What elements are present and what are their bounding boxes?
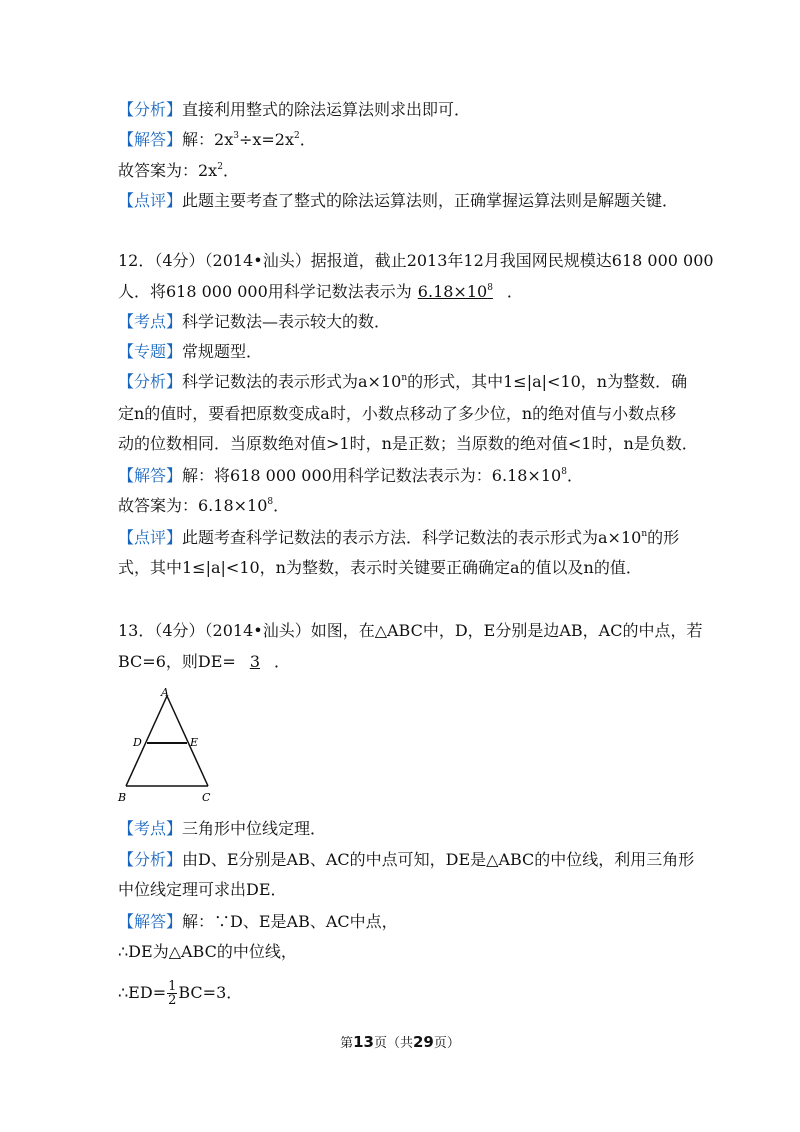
q13-stem-line1: 13．（4分）（2014•汕头）如图，在△ABC中，D，E分别是边AB，AC的中点，若 [118,621,703,640]
q12-stem-line1: 12．（4分）（2014•汕头）据报道，截止2013年12月我国网民规模达618 000 000 [118,251,714,270]
q12-analysis-line1: 【分析】科学记数法的表示形式为$a\times 10^n$的形式，其中1≤|a|<10，n为整数．确 [118,372,688,391]
side-ac [167,696,208,786]
label-e: E [190,736,199,749]
q12-solution: 【解答】解：将618 000 000用科学记数法表示为：$6.18\times 10^8$． [118,466,583,485]
label-d: D [133,736,142,749]
q13-stem-line2: BC=6，则DE= 3 ． [118,652,291,671]
solution-tag: 【解答】 [118,130,183,149]
q12-analysis-line2: 定n的值时，要看把原数变成a时，小数点移动了多少位，n的绝对值与小数点移 [118,404,677,423]
q13-analysis-line2: 中位线定理可求出DE． [118,880,287,899]
q12-answer-blank: $6.18\times 10^8$ [417,282,493,301]
point-tag: 【考点】 [118,312,183,331]
q13-solution-line2: ∴DE为△ABC的中位线， [118,942,297,961]
page-number: 13 [353,1033,374,1051]
q12-analysis-line3: 动的位数相同．当原数绝对值>1时，n是正数；当原数的绝对值<1时，n是负数． [118,434,698,453]
page-footer: 第13页（共29页） [340,1033,460,1051]
total-pages: 29 [413,1033,434,1051]
q13-analysis-line1: 【分析】由D、E分别是AB、AC的中点可知，DE是△ABC的中位线，利用三角形 [118,850,695,869]
solution-tag: 【解答】 [118,912,183,931]
q11-answer: 故答案为：$2x^2$． [118,161,239,180]
analysis-tag: 【分析】 [118,850,183,869]
q11-analysis: 【分析】直接利用整式的除法运算法则求出即可． [118,100,471,119]
analysis-tag: 【分析】 [118,100,183,119]
label-a: A [161,686,169,699]
fraction-one-half: $\frac{1}{2}$ [168,979,177,1008]
q12-final-answer: 故答案为：$6.18\times 10^8$． [118,496,290,515]
q13-point: 【考点】三角形中位线定理． [118,819,327,838]
q12-comment-line1: 【点评】此题考查科学记数法的表示方法．科学记数法的表示形式为$a\times 10^n$的形 [118,528,680,547]
analysis-tag: 【分析】 [118,372,183,391]
triangle-figure [112,686,222,804]
q13-solution-line3: ∴ED= $\frac{1}{2}$ BC=3． [118,979,243,1008]
q11-solution: 【解答】解：$2x^3\div x=2x^2$． [118,130,316,149]
point-tag: 【考点】 [118,819,183,838]
comment-tag: 【点评】 [118,528,183,547]
q12-comment-line2: 式，其中1≤|a|<10，n为整数，表示时关键要正确确定a的值以及n的值． [118,558,642,577]
q13-answer-blank: 3 [249,652,260,671]
q12-point: 【考点】科学记数法—表示较大的数． [118,312,391,331]
topic-tag: 【专题】 [118,342,183,361]
q12-stem-line2: 人．将618 000 000用科学记数法表示为 $6.18\times 10^8$ ． [118,282,523,301]
label-b: B [118,791,127,804]
solution-tag: 【解答】 [118,466,183,485]
q12-topic: 【专题】常规题型． [118,342,263,361]
q13-solution-line1: 【解答】解：∵D、E是AB、AC中点， [118,912,398,931]
comment-tag: 【点评】 [118,191,183,210]
label-c: C [202,791,211,804]
q11-comment: 【点评】此题主要考查了整式的除法运算法则，正确掌握运算法则是解题关键． [118,191,679,210]
